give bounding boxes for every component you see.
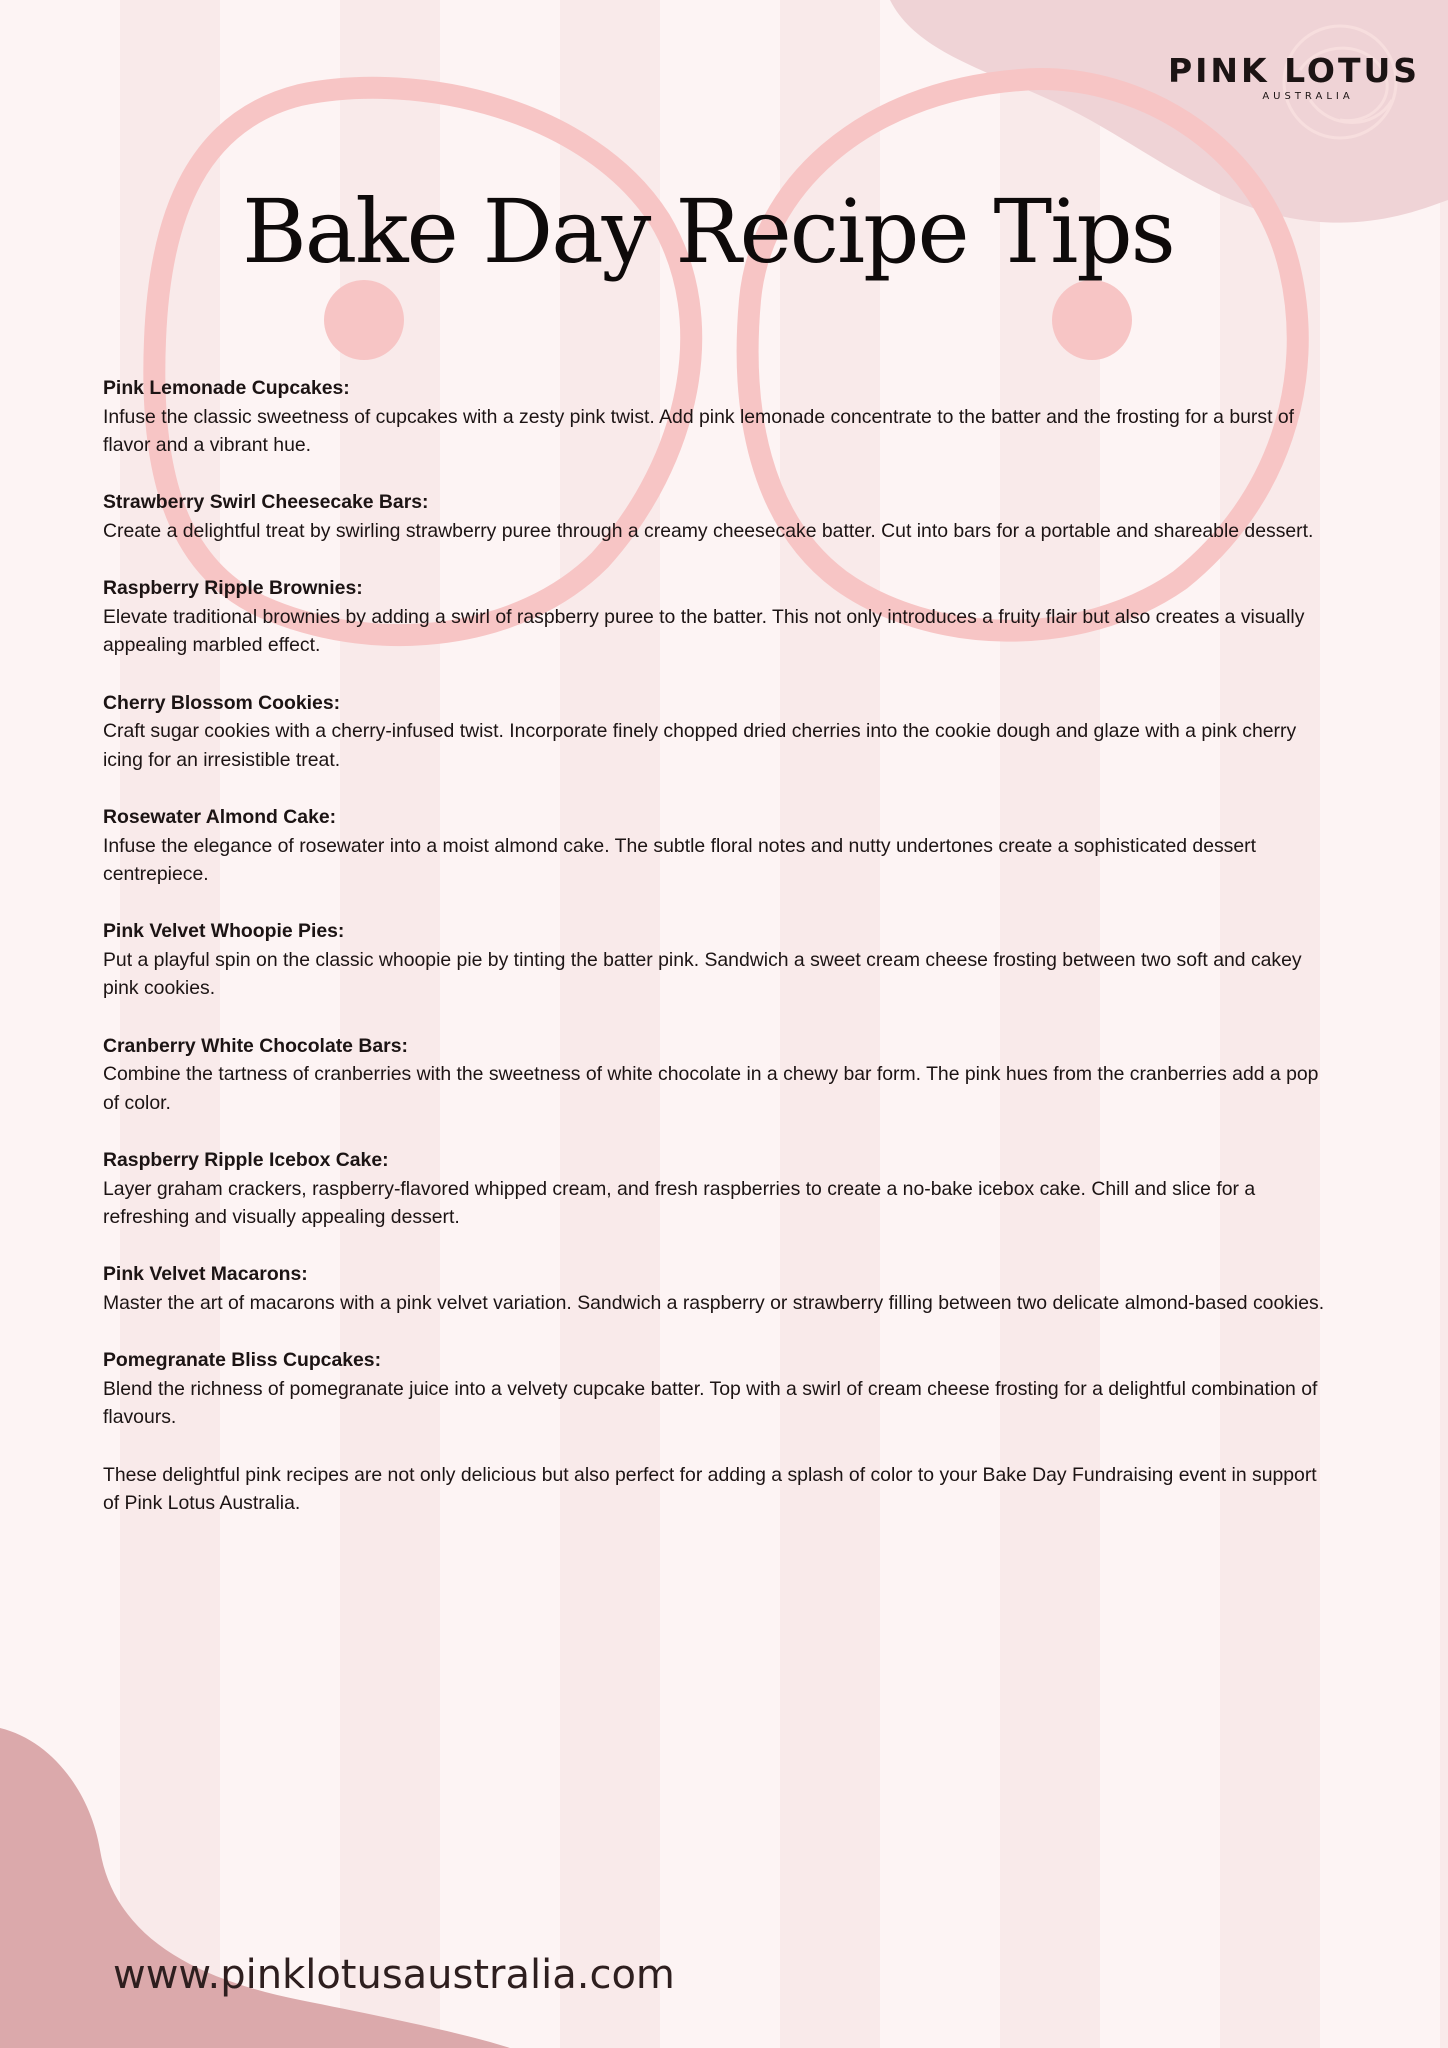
tip-text: Layer graham crackers, raspberry-flavored whipped cream, and fresh raspberries to create a no-bake icebox cake. Chill and slice for a refreshing and visually appealing dessert. (103, 1177, 1256, 1229)
tip-text: Put a playful spin on the classic whoopie pie by tinting the batter pink. Sandwich a sweet cream cheese frosting between two soft and cakey pink cookies. (103, 948, 1302, 1000)
tip-item (103, 374, 1333, 460)
tip-item (103, 574, 1333, 660)
tip-text: Master the art of macarons with a pink velvet variation. Sandwich a raspberry or strawberry filling between two delicate almond-based cookies. (103, 1292, 1325, 1314)
tip-item (103, 689, 1333, 775)
tip-title: Pink Velvet Macarons: (103, 1263, 308, 1286)
bottom-left-blob (0, 1728, 510, 2048)
tip-item (103, 488, 1333, 545)
tip-text: Infuse the elegance of rosewater into a moist almond cake. The subtle floral notes and nutty undertones create a sophisticated dessert centrepiece. (103, 834, 1256, 886)
tip-title: Strawberry Swirl Cheesecake Bars: (103, 491, 429, 514)
right-ring-dot (1052, 280, 1132, 360)
brand-subtitle: AUSTRALIA (1262, 91, 1354, 102)
tip-text: Elevate traditional brownies by adding a swirl of raspberry puree to the batter. This not only introduces a fruity flair but also creates a visually appealing marbled effect. (103, 605, 1305, 657)
tip-title: Cherry Blossom Cookies: (103, 691, 341, 714)
tip-title: Pomegranate Bliss Cupcakes: (103, 1349, 382, 1372)
tip-item (103, 803, 1333, 889)
page-title: Bake Day Recipe Tips (242, 180, 1174, 283)
closing-paragraph: These delightful pink recipes are not only delicious but also perfect for adding a splash of color to your Bake Day Fundraising event in support of Pink Lotus Australia. (103, 1463, 1317, 1515)
tip-item (103, 1260, 1333, 1317)
tip-text: Blend the richness of pomegranate juice into a velvety cupcake batter. Top with a swirl of cream cheese frosting for a delightful combination of flavours. (103, 1377, 1318, 1429)
tip-item (103, 1346, 1333, 1432)
tip-title: Rosewater Almond Cake: (103, 805, 337, 828)
tip-title: Pink Velvet Whoopie Pies: (103, 920, 345, 943)
tip-text: Craft sugar cookies with a cherry-infused twist. Incorporate finely chopped dried cherries into the cookie dough and glaze with a pink cherry icing for an irresistible treat. (103, 720, 1297, 771)
tip-title: Raspberry Ripple Icebox Cake: (103, 1149, 389, 1172)
tip-item (103, 1032, 1333, 1118)
tip-title: Pink Lemonade Cupcakes: (103, 377, 350, 399)
recipe-tips-list (103, 374, 1333, 1518)
tip-title: Raspberry Ripple Brownies: (103, 577, 363, 600)
tip-text: Combine the tartness of cranberries with the sweetness of white chocolate in a chewy bar form. The pink hues from the cranberries add a pop of color. (103, 1063, 1319, 1114)
tip-item (103, 1146, 1333, 1232)
website-url: www.pinklotusaustralia.com (113, 1952, 675, 1998)
tip-text: Infuse the classic sweetness of cupcakes with a zesty pink twist. Add pink lemonade concentrate to the batter and the frosting for a burst of flavor and a vibrant hue. (103, 405, 1295, 457)
left-ring-dot (324, 280, 404, 360)
brand-name: PINK LOTUS (1167, 51, 1421, 90)
tip-text: Create a delightful treat by swirling strawberry puree through a creamy cheesecake batter. Cut into bars for a portable and shareable dessert. (103, 519, 1314, 542)
tip-title: Cranberry White Chocolate Bars: (103, 1034, 408, 1057)
brand-logo (1164, 51, 1424, 102)
tip-item (103, 917, 1333, 1003)
